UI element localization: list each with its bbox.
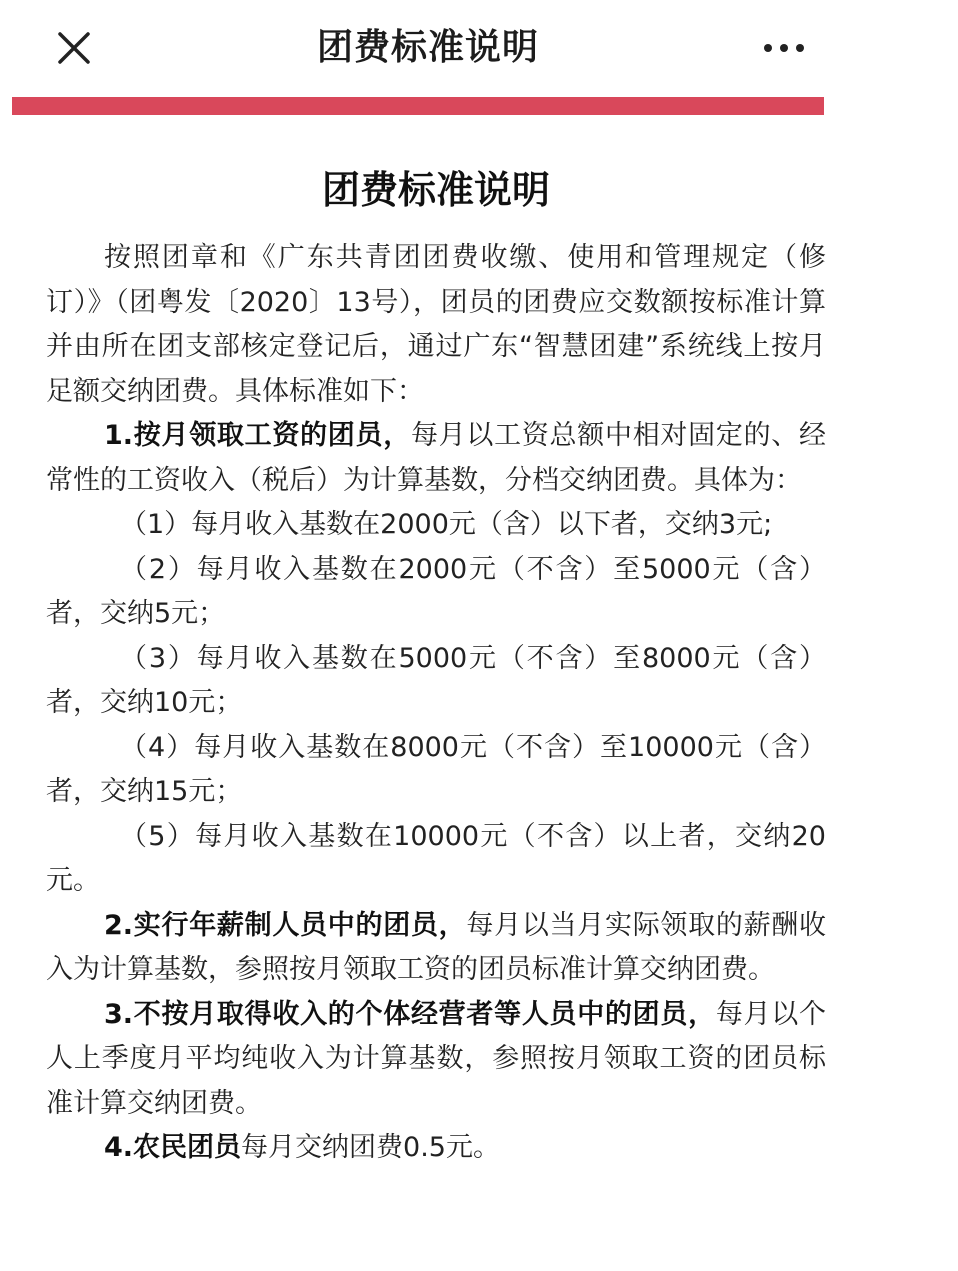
list-item: （5）每月收入基数在10000元（不含）以上者，交纳20元。 — [46, 820, 826, 896]
section-2-text: 每月以当月实际领取的薪酬收入为计算基数，参照按月领取工资的团员标准计算交纳团费。 — [46, 909, 827, 985]
section-1-text: 每月以工资总额中相对固定的、经常性的工资收入（税后）为计算基数，分档交纳团费。具体为： — [46, 420, 827, 496]
intro-paragraph: 按照团章和《广东共青团团费收缴、使用和管理规定（修订）》（团粤发〔2020〕13号），团员的团费应交数额按标准计算并由所在团支部核定登记后，通过广东“智慧团建”系统线上按月足额交纳团费。具体标准如下： — [46, 242, 826, 407]
page-load-progress — [12, 97, 824, 115]
section-3-heading: 3.不按月取得收入的个体经营者等人员中的团员， — [104, 998, 716, 1030]
list-item: （4）每月收入基数在8000元（不含）至10000元（含）者，交纳15元； — [46, 731, 826, 807]
section-2-heading: 2.实行年薪制人员中的团员， — [104, 909, 467, 941]
article-body — [46, 150, 826, 1171]
page-load-progress-fill — [12, 97, 824, 115]
page-title: 团费标准说明 — [316, 27, 539, 68]
section-3 — [46, 993, 826, 1127]
list-item: （3）每月收入基数在5000元（不含）至8000元（含）者，交纳10元； — [46, 642, 826, 718]
section-2 — [46, 904, 826, 993]
section-3-text: 每月以个人上季度月平均纯收入为计算基数，参照按月领取工资的团员标准计算交纳团费。 — [46, 998, 826, 1119]
nav-bar — [0, 0, 830, 96]
more-button[interactable] — [758, 30, 814, 66]
section-4-text: 每月交纳团费0.5元。 — [241, 1132, 500, 1163]
section-1 — [46, 414, 826, 503]
section-1-heading: 1.按月领取工资的团员， — [104, 420, 411, 451]
more-icon — [758, 30, 814, 66]
list-item: （1）每月收入基数在2000元（含）以下者，交纳3元; — [120, 509, 773, 540]
article-title: 团费标准说明 — [321, 168, 550, 212]
section-4-heading: 4.农民团员 — [104, 1132, 242, 1163]
list-item: （2）每月收入基数在2000元（不含）至5000元（含）者，交纳5元； — [46, 553, 826, 629]
section-4 — [46, 1126, 826, 1171]
